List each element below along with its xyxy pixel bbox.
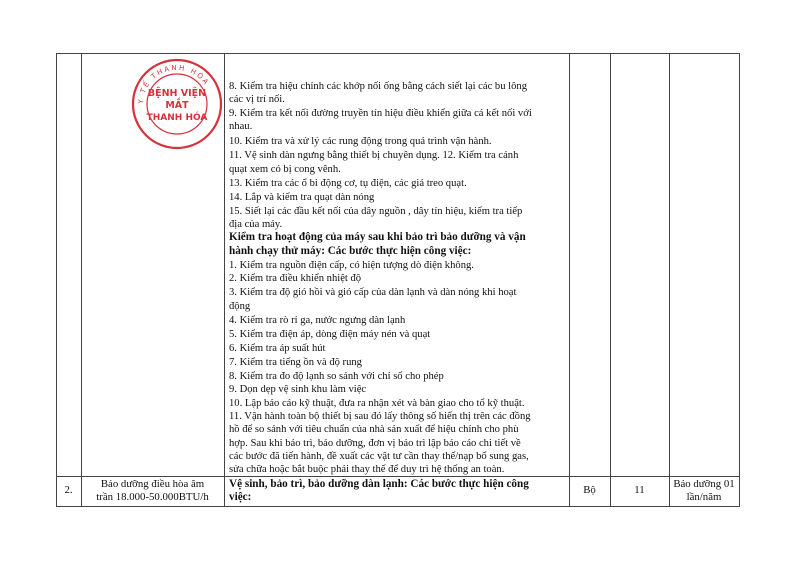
step-line: 10. Kiểm tra và xử lý các rung động trong quá trình vận hành. bbox=[229, 136, 492, 147]
row2-qty: 11 bbox=[634, 484, 645, 496]
col-line-4 bbox=[610, 53, 611, 507]
check-step-line: 10. Lập báo cáo kỹ thuật, đưa ra nhận xét và bàn giao cho tổ kỹ thuật. bbox=[229, 398, 525, 409]
check-step-line: 3. Kiểm tra độ gió hồi và gió cấp của dàn lạnh và dàn nóng khi hoạt bbox=[229, 287, 517, 298]
check-step-line: 1. Kiểm tra nguồn điện cấp, có hiện tượng dò điện không. bbox=[229, 260, 474, 271]
table-border-bottom bbox=[56, 506, 740, 507]
step-line: 15. Siết lại các đầu kết nối của dây nguồn , dây tín hiệu, kiểm tra tiếp bbox=[229, 206, 523, 217]
row2-freq-line2: lần/năm bbox=[686, 491, 722, 503]
step-line: 13. Kiểm tra các ổ bi động cơ, tụ điện, các giá treo quạt. bbox=[229, 178, 467, 189]
stamp-line1: BỆNH VIỆN bbox=[147, 88, 207, 99]
check-step-line: hợp. Sau khi bảo trì, bảo dưỡng, đơn vị bảo trì lập báo cáo chi tiết về bbox=[229, 438, 521, 449]
step-line: địa của máy. bbox=[229, 219, 283, 230]
step-line: 8. Kiểm tra hiệu chỉnh các khớp nối ống bằng cách siết lại các bu lông bbox=[229, 81, 528, 92]
check-step-line: hồ để so sánh với tiêu chuẩn của nhà sản xuất để hiệu chỉnh cho phù bbox=[229, 424, 519, 435]
step-line: nhau. bbox=[229, 121, 253, 132]
stamp-line3: THANH HÓA bbox=[146, 113, 208, 123]
step-line: các vị trí nối. bbox=[229, 94, 285, 105]
check-step-line: 7. Kiểm tra tiếng ồn và độ rung bbox=[229, 357, 362, 368]
check-step-line: 6. Kiểm tra áp suất hút bbox=[229, 343, 326, 354]
step-line: quạt xem có bị cong vênh. bbox=[229, 164, 341, 175]
section-heading: hành chạy thử máy: Các bước thực hiện công việc: bbox=[229, 245, 472, 257]
check-step-line: 4. Kiểm tra rò rỉ ga, nước ngưng dàn lạnh bbox=[229, 315, 406, 326]
check-step-line: 8. Kiểm tra đo độ lạnh so sánh với chỉ số cho phép bbox=[229, 371, 444, 382]
check-step-line: 11. Vận hành toàn bộ thiết bị sau đó lấy thông số hiển thị trên các đồng bbox=[229, 411, 531, 422]
step-line: 9. Kiểm tra kết nối đường truyền tín hiệu điều khiển giữa cá kết nối với bbox=[229, 108, 532, 119]
col-line-3 bbox=[569, 53, 570, 507]
check-step-line: 5. Kiểm tra điện áp, dòng điện máy nén và quạt bbox=[229, 329, 431, 340]
table-border-top bbox=[56, 53, 740, 54]
check-step-line: các bước đã tiến hành, đề xuất các vật tư cần thay thế/nạp bổ sung gas, bbox=[229, 451, 529, 462]
row2-desc-line2: việc: bbox=[229, 491, 252, 503]
check-step-line: 2. Kiểm tra điều khiển nhiệt độ bbox=[229, 273, 362, 284]
col-line-2 bbox=[224, 53, 225, 507]
stamp-ring-text: Y TẾ THANH HÓA bbox=[136, 63, 211, 105]
check-step-line: sửa chữa hoặc bắt buộc phải thay thế để duy trì hệ thống an toàn. bbox=[229, 464, 505, 475]
row2-freq-line1: Bảo dưỡng 01 bbox=[673, 478, 735, 490]
row2-unit: Bộ bbox=[583, 484, 596, 496]
col-line-6 bbox=[739, 53, 740, 507]
check-step-line: 9. Dọn dẹp vệ sinh khu làm việc bbox=[229, 384, 367, 395]
row2-desc-line1: Vệ sinh, bảo trì, bảo dưỡng dàn lạnh: Các bước thực hiện công bbox=[229, 478, 529, 490]
stamp-line2: MẮT bbox=[165, 100, 189, 111]
col-line-0 bbox=[56, 53, 57, 507]
row2-stt: 2. bbox=[64, 484, 73, 496]
section-heading: Kiểm tra hoạt động của máy sau khi bảo trì bảo dưỡng và vận bbox=[229, 231, 526, 243]
table-border-row2-top bbox=[56, 476, 740, 477]
row2-name-line2: trần 18.000-50.000BTU/h bbox=[96, 491, 209, 503]
col-line-1 bbox=[81, 53, 82, 507]
col-line-5 bbox=[669, 53, 670, 507]
step-line: 11. Vệ sinh dàn ngưng bằng thiết bị chuyên dụng. 12. Kiểm tra cánh bbox=[229, 150, 519, 161]
row2-name-line1: Bảo dưỡng điều hòa âm bbox=[100, 478, 205, 490]
step-line: 14. Lắp và kiểm tra quạt dàn nóng bbox=[229, 192, 375, 203]
hospital-stamp bbox=[131, 58, 223, 150]
check-step-line: động bbox=[229, 301, 251, 312]
